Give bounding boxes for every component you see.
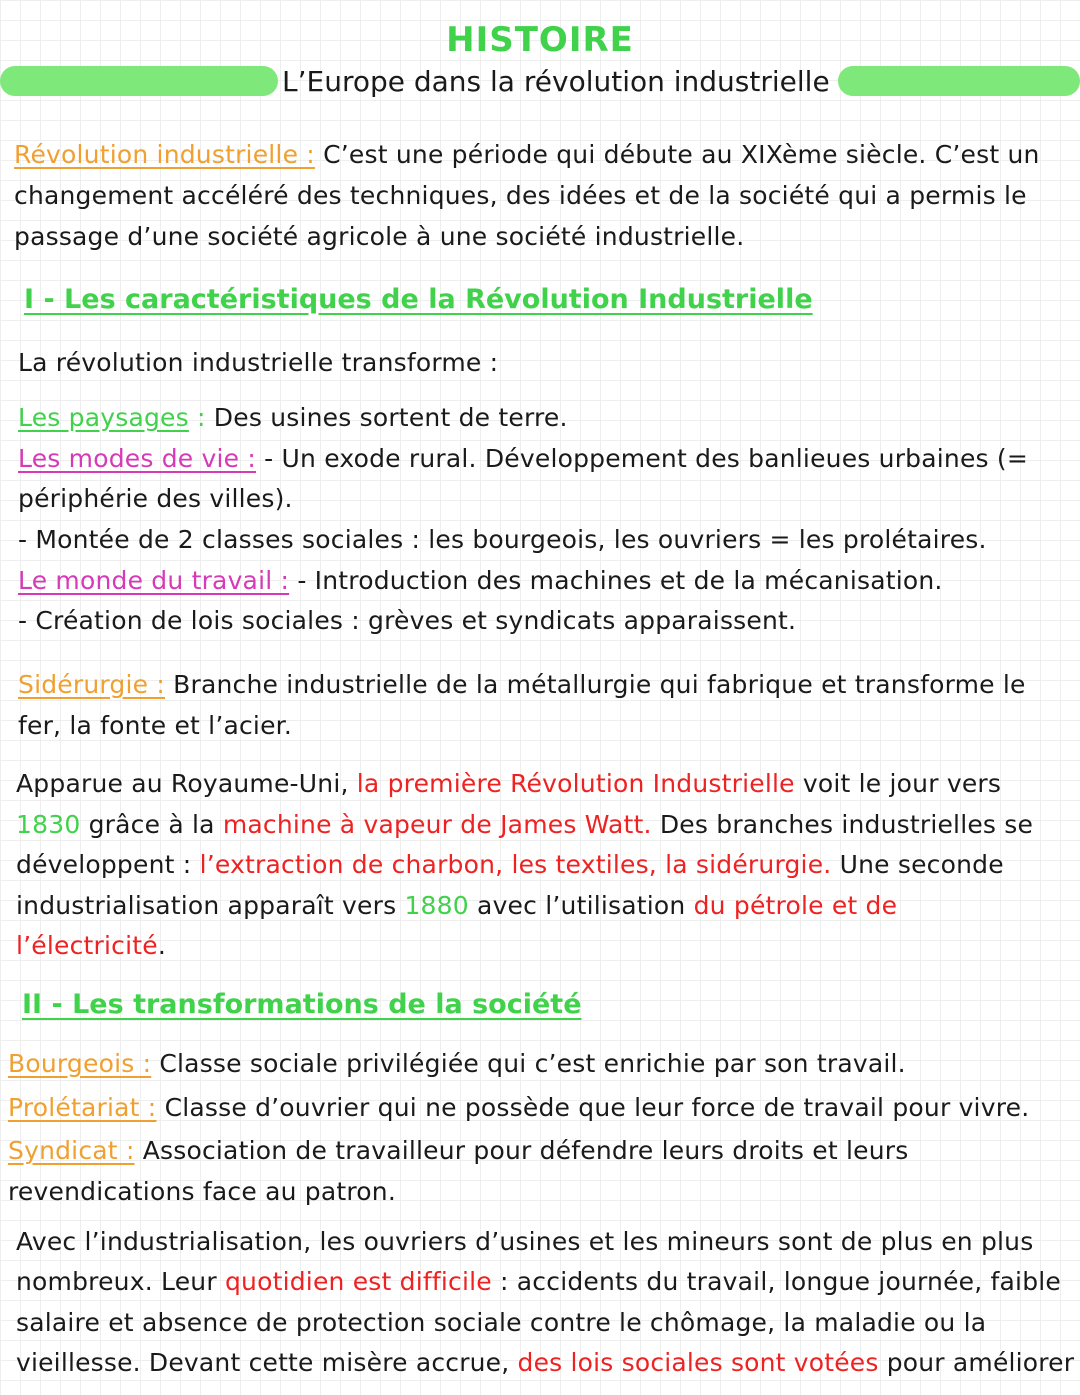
modes-text: - Un exode rural. Développement des banlieues urbaines (= xyxy=(264,444,1029,473)
p1-text: développent : xyxy=(16,850,192,879)
siderurgie-term: Sidérurgie : xyxy=(18,670,165,699)
p1-highlight: machine à vapeur de James Watt. xyxy=(222,810,652,839)
paragraph2-line1: Avec l’industrialisation, les ouvriers d’usines et les mineurs sont de plus en plus xyxy=(16,1227,1034,1256)
proletariat-line xyxy=(8,1088,1029,1128)
p2-text: : accidents du travail, longue journée, faible xyxy=(500,1267,1061,1296)
siderurgie-line1 xyxy=(18,665,1026,705)
p1-highlight: l’extraction de charbon, les textiles, la sidérurgie. xyxy=(199,850,832,879)
proletariat-term: Prolétariat : xyxy=(8,1093,157,1122)
syndicat-line xyxy=(8,1131,909,1171)
travail-line2: - Création de lois sociales : grèves et syndicats apparaissent. xyxy=(18,606,797,635)
definition-revolution-line1 xyxy=(14,135,1040,175)
siderurgie-text: Branche industrielle de la métallurgie qui fabrique et transforme le xyxy=(173,670,1026,699)
p1-text: avec l’utilisation xyxy=(477,891,686,920)
p1-text: industrialisation apparaît vers xyxy=(16,891,397,920)
bourgeois-line xyxy=(8,1044,906,1084)
p1-highlight: du pétrole et de xyxy=(693,891,898,920)
p1-text: . xyxy=(157,931,167,960)
bourgeois-term: Bourgeois : xyxy=(8,1049,152,1078)
modes-term: Les modes de vie : xyxy=(18,444,256,473)
page-title: HISTOIRE xyxy=(446,20,634,60)
p1-highlight: la première Révolution Industrielle xyxy=(356,769,795,798)
p2-text: nombreux. Leur xyxy=(16,1267,217,1296)
paragraph2-line2 xyxy=(16,1262,1061,1302)
title-bar-left xyxy=(0,66,278,96)
syndicat-text: Association de travailleur pour défendre leurs droits et leurs xyxy=(142,1136,909,1165)
travail-term: Le monde du travail : xyxy=(18,566,290,595)
travail-line xyxy=(18,561,943,601)
syndicat-term: Syndicat : xyxy=(8,1136,135,1165)
paysages-colon: : xyxy=(197,403,206,432)
title-bar-right xyxy=(838,66,1080,96)
travail-text: - Introduction des machines et de la mécanisation. xyxy=(297,566,943,595)
section-heading-2: II - Les transformations de la société xyxy=(22,989,582,1020)
paragraph2-line4 xyxy=(16,1343,1074,1383)
paragraph1-line5 xyxy=(16,926,166,966)
paragraph1-line1 xyxy=(16,764,1001,804)
bourgeois-text: Classe sociale privilégiée qui c’est enrichie par son travail. xyxy=(159,1049,906,1078)
syndicat-line2: revendications face au patron. xyxy=(8,1177,396,1206)
proletariat-text: Classe d’ouvrier qui ne possède que leur force de travail pour vivre. xyxy=(164,1093,1030,1122)
p1-highlight: l’électricité xyxy=(16,931,158,960)
p1-text: Des branches industrielles se xyxy=(659,810,1034,839)
p1-text: grâce à la xyxy=(88,810,215,839)
definition-revolution-line2: changement accéléré des techniques, des idées et de la société qui a permis le xyxy=(14,181,1027,210)
modes-line xyxy=(18,439,1028,479)
section-heading-1: I - Les caractéristiques de la Révolution Industrielle xyxy=(24,284,813,315)
p1-text: Une seconde xyxy=(839,850,1004,879)
siderurgie-line2: fer, la fonte et l’acier. xyxy=(18,711,292,740)
p1-text: voit le jour vers xyxy=(802,769,1002,798)
paysages-text: Des usines sortent de terre. xyxy=(213,403,568,432)
p1-date: 1830 xyxy=(16,810,81,839)
p2-highlight: des lois sociales sont votées xyxy=(517,1348,879,1377)
p1-text: Apparue au Royaume-Uni, xyxy=(16,769,349,798)
definition-revolution-line3: passage d’une société agricole à une société industrielle. xyxy=(14,222,745,251)
p2-highlight: quotidien est difficile xyxy=(224,1267,492,1296)
definition-text: C’est une période qui débute au XIXème siècle. C’est un xyxy=(323,140,1040,169)
paragraph1-line2 xyxy=(16,805,1033,845)
paragraph2-line3: salaire et absence de protection sociale contre le chômage, la maladie ou la xyxy=(16,1308,987,1337)
paragraph1-line3 xyxy=(16,845,1004,885)
modes-line2: périphérie des villes). xyxy=(18,484,293,513)
p2-text: pour améliorer xyxy=(886,1348,1075,1377)
paysages-line xyxy=(18,398,568,438)
paragraph1-line4 xyxy=(16,886,897,926)
definition-term: Révolution industrielle : xyxy=(14,140,315,169)
paysages-term: Les paysages xyxy=(18,403,189,432)
page-subtitle: L’Europe dans la révolution industrielle xyxy=(282,65,830,98)
p2-text: vieillesse. Devant cette misère accrue, xyxy=(16,1348,510,1377)
modes-line3: - Montée de 2 classes sociales : les bourgeois, les ouvriers = les prolétaires. xyxy=(18,525,987,554)
section1-intro: La révolution industrielle transforme : xyxy=(18,348,499,377)
p1-date: 1880 xyxy=(404,891,469,920)
